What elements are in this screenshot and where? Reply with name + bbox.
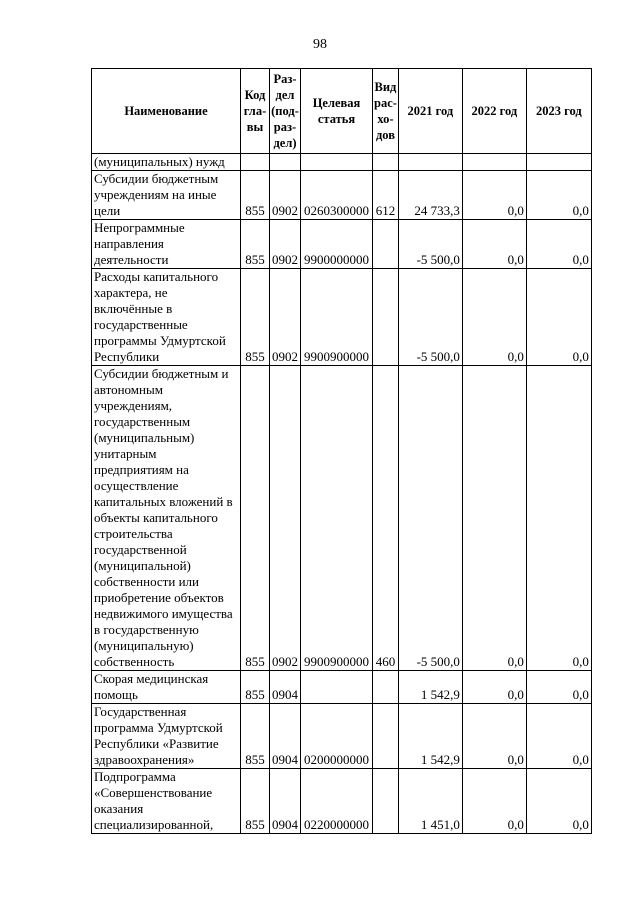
row-2021 — [398, 154, 462, 171]
row-2023: 0,0 — [526, 366, 591, 671]
row-2021: -5 500,0 — [398, 220, 462, 269]
row-2022: 0,0 — [462, 269, 526, 366]
row-2023 — [526, 154, 591, 171]
row-chapter — [241, 154, 270, 171]
col-header-2022: 2022 год — [462, 69, 526, 154]
col-header-2021: 2021 год — [398, 69, 462, 154]
row-name: Непрограммные направления деятельности — [92, 220, 241, 269]
row-2022: 0,0 — [462, 671, 526, 704]
row-expense-type: 460 — [373, 366, 399, 671]
row-2021: 1 542,9 — [398, 704, 462, 769]
col-header-chapter: Код гла-вы — [241, 69, 270, 154]
row-target — [301, 671, 373, 704]
row-2021: 24 733,3 — [398, 171, 462, 220]
row-name: Субсидии бюджетным и автономным учреждениям, государственным (муниципальным) унитарным предприятиям на осуществление капитальных вложений в объекты капитального строительства государственной (муниципальной) собственности или приобретение объектов недвижимого имущества в государственную (муниципальную) собственность — [92, 366, 241, 671]
row-2023: 0,0 — [526, 269, 591, 366]
row-chapter: 855 — [241, 220, 270, 269]
row-section: 0902 — [270, 269, 301, 366]
row-target — [301, 154, 373, 171]
row-target: 9900900000 — [301, 366, 373, 671]
table-row — [92, 671, 592, 704]
row-chapter: 855 — [241, 171, 270, 220]
row-section: 0904 — [270, 671, 301, 704]
row-section: 0904 — [270, 769, 301, 834]
row-chapter: 855 — [241, 269, 270, 366]
row-chapter: 855 — [241, 769, 270, 834]
col-header-target: Целевая статья — [301, 69, 373, 154]
table-row — [92, 154, 592, 171]
row-name: Государственная программа Удмуртской Республики «Развитие здравоохранения» — [92, 704, 241, 769]
row-2021: -5 500,0 — [398, 269, 462, 366]
row-2021: -5 500,0 — [398, 366, 462, 671]
row-target: 0260300000 — [301, 171, 373, 220]
table-row — [92, 769, 592, 834]
row-chapter: 855 — [241, 671, 270, 704]
row-2022: 0,0 — [462, 366, 526, 671]
row-name: Подпрограмма «Совершенствование оказания специализированной, — [92, 769, 241, 834]
col-header-expense-type: Вид рас-хо-дов — [373, 69, 399, 154]
row-2022: 0,0 — [462, 171, 526, 220]
row-expense-type — [373, 671, 399, 704]
page-number: 98 — [313, 37, 327, 52]
row-2023: 0,0 — [526, 171, 591, 220]
row-target: 0220000000 — [301, 769, 373, 834]
col-header-name: Наименование — [92, 69, 241, 154]
row-2021: 1 451,0 — [398, 769, 462, 834]
row-expense-type — [373, 769, 399, 834]
row-2022: 0,0 — [462, 769, 526, 834]
row-section: 0902 — [270, 366, 301, 671]
row-name: Расходы капитального характера, не включённые в государственные программы Удмуртской Республики — [92, 269, 241, 366]
row-target: 9900000000 — [301, 220, 373, 269]
row-name: Субсидии бюджетным учреждениям на иные цели — [92, 171, 241, 220]
row-chapter: 855 — [241, 704, 270, 769]
row-name: Скорая медицинская помощь — [92, 671, 241, 704]
row-expense-type — [373, 154, 399, 171]
row-section: 0904 — [270, 704, 301, 769]
row-2023: 0,0 — [526, 220, 591, 269]
row-2023: 0,0 — [526, 671, 591, 704]
row-2023: 0,0 — [526, 769, 591, 834]
row-expense-type: 612 — [373, 171, 399, 220]
table-row — [92, 269, 592, 366]
table-row — [92, 366, 592, 671]
row-2021: 1 542,9 — [398, 671, 462, 704]
budget-table — [91, 68, 592, 834]
table-row — [92, 704, 592, 769]
row-expense-type — [373, 704, 399, 769]
row-2022: 0,0 — [462, 704, 526, 769]
row-expense-type — [373, 269, 399, 366]
row-target: 9900900000 — [301, 269, 373, 366]
row-section — [270, 154, 301, 171]
row-2022: 0,0 — [462, 220, 526, 269]
row-name: (муниципальных) нужд — [92, 154, 241, 171]
row-expense-type — [373, 220, 399, 269]
row-section: 0902 — [270, 171, 301, 220]
row-section: 0902 — [270, 220, 301, 269]
header-row — [92, 69, 592, 154]
table-row — [92, 171, 592, 220]
row-2022 — [462, 154, 526, 171]
col-header-2023: 2023 год — [526, 69, 591, 154]
table-row — [92, 220, 592, 269]
row-chapter: 855 — [241, 366, 270, 671]
row-target: 0200000000 — [301, 704, 373, 769]
row-2023: 0,0 — [526, 704, 591, 769]
col-header-section: Раз-дел (под-раз-дел) — [270, 69, 301, 154]
